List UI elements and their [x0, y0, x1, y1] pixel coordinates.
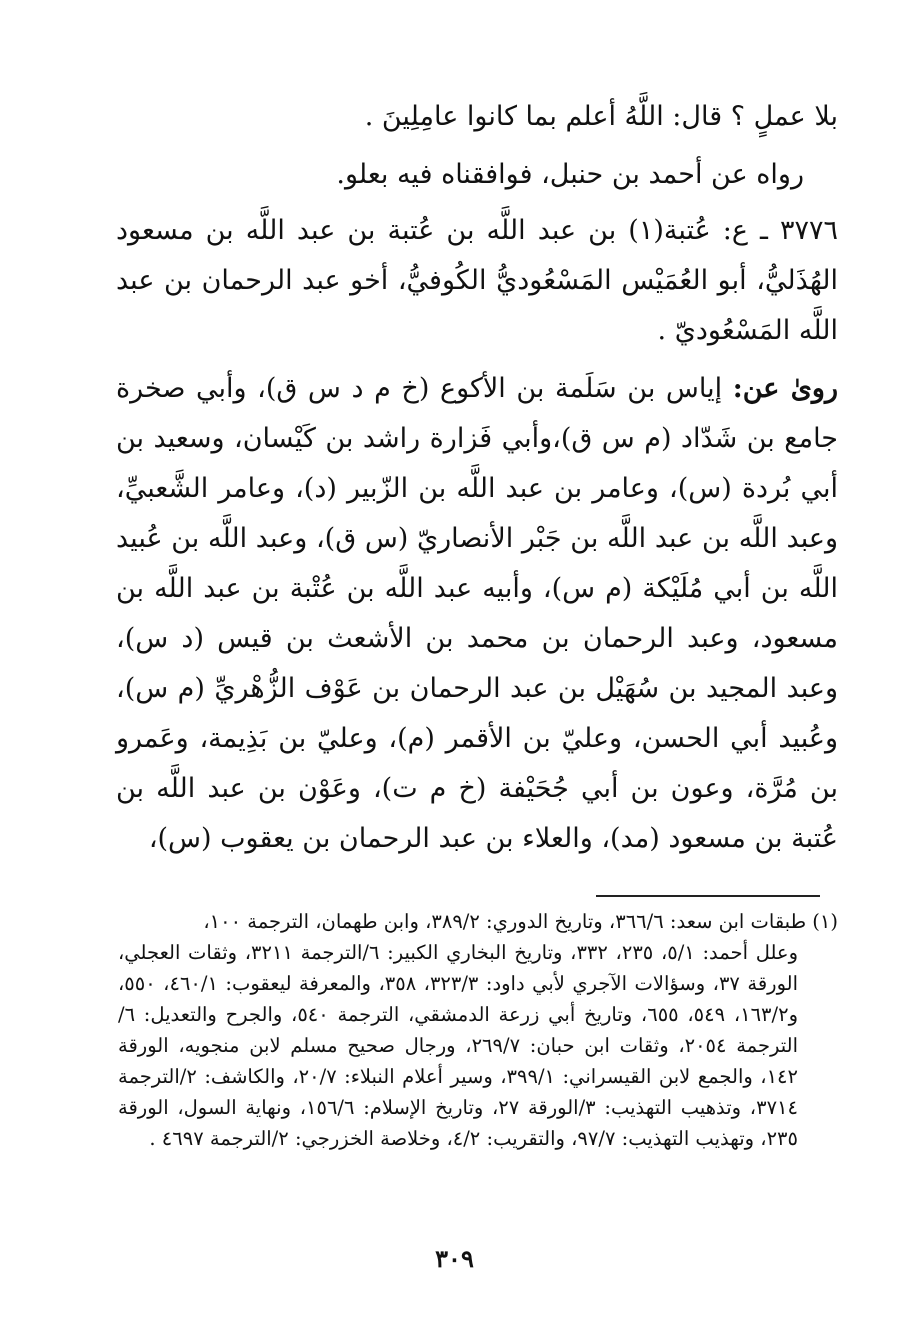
footnote-marker: (١) — [812, 910, 838, 933]
narration-line: رواه عن أحمد بن حنبل، فوافقناه فيه بعلو. — [336, 159, 804, 190]
entry-heading: ٣٧٧٦ ـ ع: عُتبة(١) بن عبد اللَّه بن عُتبة بن عبد اللَّه بن مسعود الهُذَليُّ، أبو العُمَيْس المَسْعُوديُّ الكُوفيُّ، أخو عبد الرحمان بن عبد اللَّه المَسْعُوديّ . — [116, 215, 839, 346]
footnotes — [118, 906, 838, 1154]
main-text — [116, 92, 838, 864]
text-line-1: بلا عملٍ ؟ قال: اللَّهُ أعلم بما كانوا عامِلِينَ . — [364, 101, 838, 132]
footnote-first-line — [118, 906, 838, 937]
footnote-divider — [596, 895, 820, 897]
footnote-first-text: طبقات ابن سعد: ٣٦٦/٦، وتاريخ الدوري: ٣٨٩/٢، وابن طهمان، الترجمة ١٠٠، — [203, 910, 813, 933]
footnote-body: وعلل أحمد: ٥/١، ٢٣٥، ٣٣٢، وتاريخ البخاري الكبير: ٦/الترجمة ٣٢١١، وثقات العجلي، الورقة ٣٧، وسؤالات الآجري لأبي داود: ٣٢٣/٣، ٣٥٨، والمعرفة ليعقوب: ٤٦٠/١، ٥٥٠، و١٦٣/٢، ٥٤٩، ٦٥٥، وتاريخ أبي زرعة الدمشقي، الترجمة ٥٤٠، والجرح والتعديل: ٦/الترجمة ٢٠٥٤، وثقات ابن حبان: ٢٦٩/٧، ورجال صحيح مسلم لابن منجويه، الورقة ١٤٢، والجمع لابن القيسراني: ٣٩٩/١، وسير أعلام النبلاء: ٢٠/٧، والكاشف: ٢/الترجمة ٣٧١٤، وتذهيب التهذيب: ٣/الورقة ٢٧، وتاريخ الإسلام: ١٥٦/٦، ونهاية السول، الورقة ٢٣٥، وتهذيب التهذيب: ٩٧/٧، والتقريب: ٤/٢، وخلاصة الخزرجي: ٢/الترجمة ٤٦٩٧ . — [118, 941, 799, 1150]
rawa-text: إياس بن سَلَمة بن الأكوع (خ م د س ق)، وأبي صخرة جامع بن شَدّاد (م س ق)،وأبي فَزارة راشد بن كَيْسان، وسعيد بن أبي بُردة (س)، وعامر بن عبد اللَّه بن الزّبير (د)، وعامر الشَّعبيِّ، وعبد اللَّه بن عبد اللَّه بن جَبْر الأنصاريّ (س ق)، وعبد اللَّه بن عُبيد اللَّه بن أبي مُلَيْكة (م س)، وأبيه عبد اللَّه بن عُتْبة بن عبد اللَّه بن مسعود، وعبد الرحمان بن محمد بن الأشعث بن قيس (د س)، وعبد المجيد بن سُهَيْل بن عبد الرحمان بن عَوْف الزُّهْريِّ (م س)، وعُبيد أبي الحسن، وعليّ بن الأقمر (م)، وعليّ بن بَذِيمة، وعَمرو بن مُرَّة، وعون بن أبي جُحَيْفة (خ م ت)، وعَوْن بن عبد اللَّه بن عُتبة بن مسعود (مد)، والعلاء بن عبد الرحمان بن يعقوب (س)، — [116, 373, 838, 854]
rawa-paragraph — [116, 364, 838, 864]
rawa-label: روىٰ عن: — [732, 373, 838, 404]
page-number: ٣٠٩ — [435, 1244, 474, 1273]
